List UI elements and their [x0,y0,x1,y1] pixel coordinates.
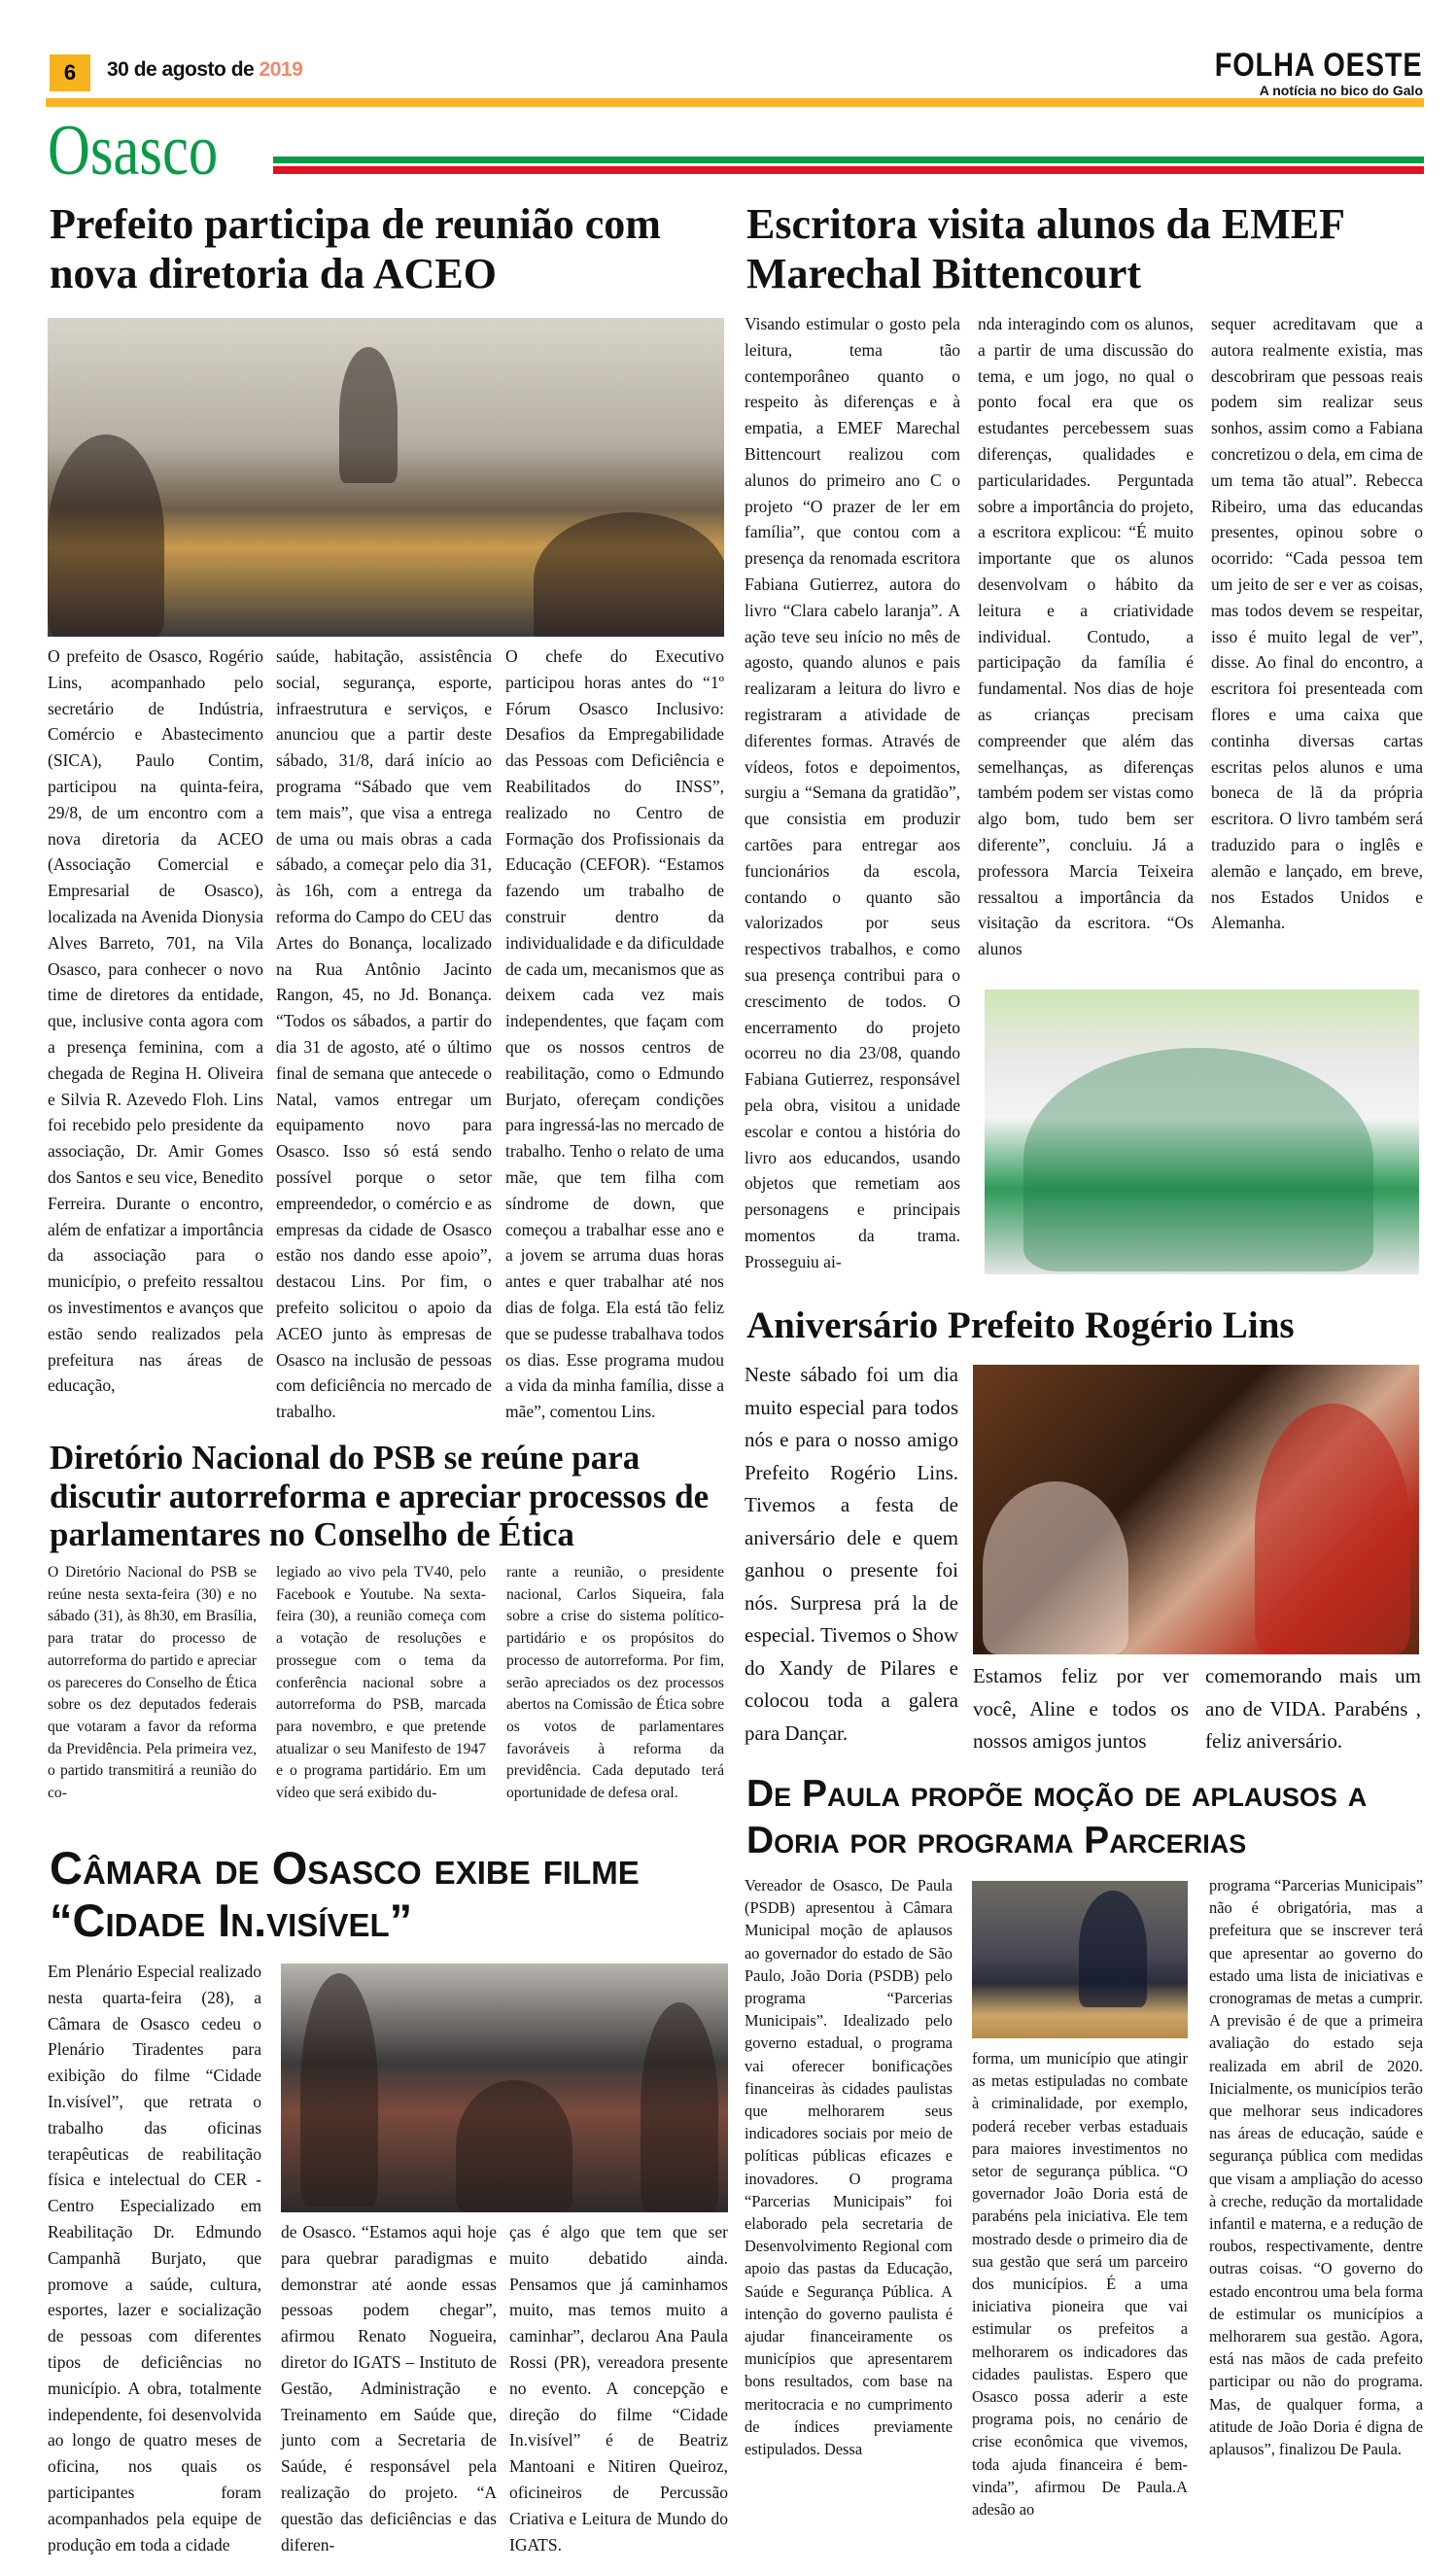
aniversario-column-1: Neste sábado foi um dia muito especial para todos nós e para o nosso amigo Prefeito Rogério Lins. Tivemos a festa de aniversário dele e quem ganhou o presente foi nós. Surpresa prá la de especial. Tivemos o Show do Xandy de Pilares e colocou toda a galera para Dançar. [745,1363,958,1745]
headline-psb: Diretório Nacional do PSB se reúne para discutir autorreforma e apreciar processos de parlamentares no Conselho de Ética [50,1439,710,1554]
photo-aceo-meeting [48,318,724,637]
headline-aniversario: Aniversário Prefeito Rogério Lins [746,1304,1295,1346]
psb-column-3: rante a reunião, o presidente nacional, Carlos Siqueira, fala sobre a crise do sistema político-partidário e os propósitos do processo de autorreforma. Por fim, serão apreciados os dez processos abertos na Comissão de Ética sobre os votos de parlamentares favoráveis à reforma da previdência. Cada deputado terá oportunidade de defesa oral. [506,1564,724,1802]
aceo-column-1: O prefeito de Osasco, Rogério Lins, acompanhado pelo secretário de Indústria, Comércio e Abastecimento (SICA), Paulo Contim, participou na quinta-feira, 29/8, de um encontro com a nova diretoria da ACEO (Associação Comercial e Empresarial de Osasco), localizada na Avenida Dionysia Alves Barreto, 701, na Vila Osasco, para conhecer o novo time de diretores da entidade, que, inclusive conta agora com a presença feminina, com a chegada de Regina H. Oliveira e Silvia R. Azevedo Floh. Lins foi recebido pelo presidente da associação, Dr. Amir Gomes dos Santos e seu vice, Benedito Ferreira. Durante o encontro, além de enfatizar a importância da associação para o município, o prefeito ressaltou os investimentos e avanços que estão sendo realizados pela prefeitura nas áreas de educação, [48,646,263,1396]
camara-column-3: ças é algo que tem que ser muito debatido ainda. Pensamos que já caminhamos muito, mas temos muito a caminhar”, declarou Ana Paula Rossi (PR), vereadora presente no evento. A concepção e direção do filme “Cidade In.visível” é de Beatriz Mantoani e Nitiren Queiroz, oficineiros de Percussão Criativa e Leitura de Mundo do IGATS. [509,2222,728,2555]
photo-students-with-writer [985,990,1419,1274]
date-year: 2019 [259,58,303,81]
aceo-column-3: O chefe do Executivo participou horas antes do “1º Fórum Osasco Inclusivo: Desafios da Empregabilidade das Pessoas com Deficiência e Reabilitados do INSS”, realizado no Centro de Formação dos Profissionais da Educação (CEFOR). “Estamos fazendo um trabalho de construir dentro da individualidade e da dificuldade de cada um, mecanismos que as deixem cada vez mais independentes, que façam com que os nossos centros de reabilitação, como o Edmundo Burjato, ofereçam condições para ingressá-las no mercado de trabalho. Tenho o relato de uma mãe, que tem filha com síndrome de down, que começou a trabalhar esse ano e a jovem se arruma duas horas antes e quer trabalhar até nos dias de folga. Ela está tão feliz que se pudesse trabalhava todos os dias. Esse programa mudou a vida da minha família, disse a mãe”, comentou Lins. [505,646,724,1422]
photo-camara-group [281,1964,728,2212]
aniversario-column-3: comemorando mais um ano de VIDA. Parabéns , feliz aniversário. [1205,1664,1421,1753]
camara-column-1: Em Plenário Especial realizado nesta quarta-feira (28), a Câmara de Osasco cedeu o Plenário Tiradentes para exibição do filme “Cidade In.visível”, que retrata o trabalho das oficinas terapêuticas de reabilitação física e intelectual do CER - Centro Especializado em Reabilitação Dr. Edmundo Campanhã Burjato, que promove a saúde, cultura, esportes, lazer e socialização de pessoas com diferentes tipos de deficiências no município. A obra, totalmente independente, foi desenvolvida ao longo de quatro meses de oficina, nos quais os participantes foram acompanhados pela equipe de produção em toda a cidade [48,1962,261,2555]
section-stripe-red [273,166,1424,174]
logo-tagline: A notícia no bico do Galo [1259,83,1423,98]
newspaper-logo [1178,47,1423,98]
depaula-column-3: programa “Parcerias Municipais” não é obrigatória, mas a prefeitura que se inscrever terá que apresentar ao governo do estado uma lista de iniciativas e cronogramas de metas a cumprir. A previsão é de que a primeira avaliação do estado seja realizada em abril de 2020. Inicialmente, os municípios terão que melhorar seus indicadores nas áreas de educação, saúde e segurança pública com medidas que visam a ampliação do acesso à creche, redução da mortalidade infantil e materna, e a redução de roubos, respectivamente, dentre outras coisas. “O governo do estado encontrou uma bela forma de estimular os municípios a melhorarem sua gestão. Agora, está nas mãos de cada prefeito participar ou não do programa. Mas, de qualquer forma, a atitude de João Doria é digna de aplausos”, finalizou De Paula. [1209,1876,1423,2459]
logo-name: FOLHA OESTE [1215,47,1423,84]
photo-birthday-party [973,1365,1419,1654]
date-prefix: 30 de agosto de [107,58,260,81]
headline-aceo: Prefeito participa de reunião com nova diretoria da ACEO [50,200,661,297]
headline-escritora: Escritora visita alunos da EMEF Marechal Bittencourt [746,200,1344,297]
section-stripe-green [273,156,1424,163]
escritora-column-1: Visando estimular o gosto pela leitura, tema tão contemporâneo quanto o respeito às diferenças e à empatia, a EMEF Marechal Bittencourt realizou com alunos do primeiro ano C o projeto “O prazer de ler em família”, que contou com a presença da renomada escritora Fabiana Gutierrez, autora do livro “Clara cabelo laranja”. A ação teve seu início no mês de agosto, quando alunos e pais realizaram a leitura do livro e registraram a atividade de diferentes formas. Através de vídeos, fotos e depoimentos, surgiu a “Semana da gratidão”, que consistia em produzir cartões para entregar aos funcionários da escola, contando o quanto são valorizados por seus respectivos trabalhos, e como sua presença contribui para o crescimento de todos. O encerramento do projeto ocorreu no dia 23/08, quando Fabiana Gutierrez, responsável pela obra, visitou a unidade escolar e contou a história do livro aos educandos, usando objetos que remetiam aos personagens e principais momentos da trama. Prosseguiu ai- [745,314,960,1271]
psb-column-1: O Diretório Nacional do PSB se reúne nesta sexta-feira (30) e no sábado (31), às 8h30, em Brasília, para tratar do processo de autorreforma do partido e apreciar os pareceres do Conselho de Ética sobre os dez deputados federais que votaram a favor da reforma da Previdência. Pela primeira vez, o partido transmitirá a reunião do co- [48,1564,257,1802]
aceo-column-2: saúde, habitação, assistência social, segurança, esporte, infraestrutura e serviços, e anunciou que a partir deste sábado, 31/8, dará início ao programa “Sábado que vem tem mais”, que visa a entrega de uma ou mais obras a cada sábado, a começar pelo dia 31, às 16h, com a entrega da reforma do Campo do CEU das Artes do Bonança, localizado na Rua Antônio Jacinto Rangon, 45, no Jd. Bonança. “Todos os sábados, a partir do dia 31 de agosto, até o último final de semana que antecede o Natal, vamos entregar um equipamento novo para Osasco. Isso só está sendo possível porque o setor empreendedor, o comércio e as empresas da cidade de Osasco estão nos dando esse apoio”, destacou Lins. Por fim, o prefeito solicitou o apoio da ACEO junto às empresas de Osasco na inclusão de pessoas com deficiência no mercado de trabalho. [276,646,492,1422]
section-title: Osasco [48,111,219,191]
depaula-column-1: Vereador de Osasco, De Paula (PSDB) apresentou à Câmara Municipal moção de aplausos ao governador do estado de São Paulo, João Doria (PSDB) pelo programa “Parcerias Municipais”. Idealizado pelo governo estadual, o programa vai oferecer bonificações financeiras às cidades paulistas que melhorarem seus indicadores sociais por meio de políticas públicas eficazes e inovadores. O programa “Parcerias Municipais” foi elaborado pela secretaria de Desenvolvimento Regional com apoio das pastas da Educação, Saúde e Segurança Pública. A intenção do governo paulista é ajudar financeiramente os municípios que apresentarem bons resultados, com base na meritocracia e no cumprimento de índices previamente estipulados. Dessa [745,1876,953,2459]
camara-column-2: de Osasco. “Estamos aqui hoje para quebrar paradigmas e demonstrar até aonde essas pessoas podem chegar”, afirmou Renato Nogueira, diretor do IGATS – Instituto de Gestão, Administração e Treinamento em Saúde que, junto com a Secretaria de Saúde, é responsável pela realização do projeto. “A questão das deficiências e das diferen- [281,2222,497,2555]
page-number: 6 [50,54,90,91]
aniversario-column-2: Estamos feliz por ver você, Aline e todos os nossos amigos juntos [973,1664,1189,1753]
headline-camara: Câmara de Osasco exibe filme “Cidade In.visível” [50,1842,640,1947]
photo-de-paula-speaking [972,1881,1188,2038]
header-rule [46,98,1424,107]
psb-column-2: legiado ao vivo pela TV40, pelo Facebook e Youtube. Na sexta-feira (30), a reunião começa com a votação de resoluções e prossegue com o tema da conferência nacional sobre a autorreforma do PSB, marcada para novembro, e que pretende atualizar o seu Manifesto de 1947 e o programa partidário. Em um vídeo que será exibido du- [276,1564,486,1802]
escritora-column-2: nda interagindo com os alunos, a partir de uma discussão do tema, e um jogo, no qual o ponto focal era que os estudantes percebessem suas diferenças, qualidades e particularidades. Perguntada sobre a importância do projeto, a escritora explicou: “É muito importante que os alunos desenvolvam o hábito da leitura e a criatividade individual. Contudo, a participação da família é fundamental. Nos dias de hoje as crianças precisam compreender que além das semelhanças, as diferenças também podem ser vistas como algo bom, tudo bem ser diferente”, concluiu. Já a professora Marcia Teixeira ressaltou a importância da visitação da escritora. “Os alunos [978,314,1194,959]
depaula-column-2: forma, um município que atingir as metas estipuladas no combate à criminalidade, por exemplo, poderá receber verbas estaduais para maiores investimentos no setor de segurança pública. “O governador João Doria está de parabéns pela iniciativa. Ele tem mostrado desde o primeiro dia de sua gestão que será um parceiro dos municípios. É a uma iniciativa pioneira que vai estimular os prefeitos a melhorarem os indicadores das cidades paulistas. Espero que Osasco possa aderir a este programa pois, no cenário de crise econômica que vivemos, toda ajuda financeira é bem-vinda”, afirmou De Paula.A adesão ao [972,2049,1188,2520]
headline-de-paula: De Paula propõe moção de aplausos a Doria por programa Parcerias [746,1773,1368,1861]
escritora-column-3: sequer acreditavam que a autora realmente existia, mas descobriram que pessoas reais podem sim realizar seus sonhos, assim como a Fabiana concretizou o dela, em cima de um tema tão atual”. Rebecca Ribeiro, uma das educandas presentes, opinou sobre o ocorrido: “Cada pessoa tem um jeito de ser e ver as coisas, mas todos devem se respeitar, isso é muito legal de ver”, disse. Ao final do encontro, a escritora foi presenteada com flores e uma caixa que continha diversas cartas escritas pelos alunos e uma boneca de lã da própria escritora. O livro também será traduzido para o inglês e alemão e lançado, em breve, nos Estados Unidos e Alemanha. [1211,314,1423,933]
issue-date [107,58,302,82]
